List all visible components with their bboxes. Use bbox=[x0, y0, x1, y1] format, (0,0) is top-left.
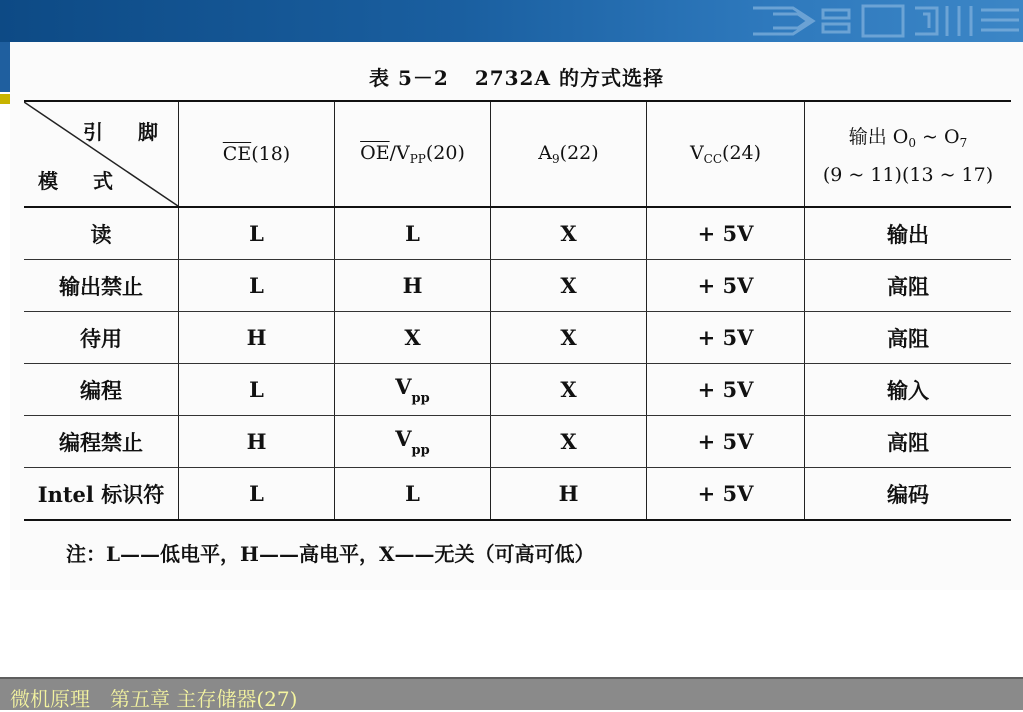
cell-mode: 读 bbox=[24, 207, 179, 260]
cell-a9: X bbox=[491, 207, 647, 260]
cell-oe: L bbox=[335, 468, 491, 521]
cell-ce: L bbox=[179, 468, 335, 521]
cell-a9: X bbox=[491, 260, 647, 312]
left-accent-mark bbox=[0, 94, 10, 104]
table-caption: 2732A 的方式选择 bbox=[474, 66, 664, 90]
header-output: 输出 $O_0$ ~ $O_7$ (9 ~ 11)(13 ~ 17) bbox=[805, 101, 1012, 207]
scanned-table-image bbox=[10, 42, 1023, 590]
cell-ce: H bbox=[179, 312, 335, 364]
cell-vcc: + 5V bbox=[647, 260, 805, 312]
header-a9: $A_9(22)$ bbox=[491, 101, 647, 207]
cell-ce: H bbox=[179, 416, 335, 468]
cell-output: 高阻 bbox=[805, 260, 1012, 312]
cell-ce: L bbox=[179, 207, 335, 260]
header-oe-vpp: $\overline{OE}/V_{PP}(20)$ bbox=[335, 101, 491, 207]
cell-mode: Intel 标识符 bbox=[24, 468, 179, 521]
corner-cell bbox=[24, 101, 179, 207]
cell-vcc: + 5V bbox=[647, 312, 805, 364]
cell-mode: 输出禁止 bbox=[24, 260, 179, 312]
cell-output: 高阻 bbox=[805, 312, 1012, 364]
cell-a9: X bbox=[491, 364, 647, 416]
table-header-row bbox=[24, 101, 1011, 207]
table-row bbox=[24, 207, 1011, 260]
table-row bbox=[24, 260, 1011, 312]
cell-output: 编码 bbox=[805, 468, 1012, 521]
header-vcc: $V_{CC}(24)$ bbox=[647, 101, 805, 207]
table-row bbox=[24, 312, 1011, 364]
corner-mode-label: 模 式 bbox=[38, 169, 127, 193]
cell-vcc: + 5V bbox=[647, 416, 805, 468]
top-banner bbox=[0, 0, 1023, 42]
circuit-decoration-icon bbox=[723, 0, 1023, 42]
cell-ce: L bbox=[179, 364, 335, 416]
cell-oe: X bbox=[335, 312, 491, 364]
table-row bbox=[24, 364, 1011, 416]
cell-output: 高阻 bbox=[805, 416, 1012, 468]
cell-oe: $V_{pp}$ bbox=[335, 364, 491, 416]
mode-selection-table bbox=[24, 100, 1011, 521]
cell-mode: 待用 bbox=[24, 312, 179, 364]
cell-mode: 编程禁止 bbox=[24, 416, 179, 468]
cell-ce: L bbox=[179, 260, 335, 312]
cell-vcc: + 5V bbox=[647, 364, 805, 416]
cell-vcc: + 5V bbox=[647, 468, 805, 521]
table-title bbox=[10, 62, 1023, 91]
cell-output: 输出 bbox=[805, 207, 1012, 260]
cell-a9: X bbox=[491, 312, 647, 364]
table-note: 注：L——低电平，H——高电平，X——无关（可高可低） bbox=[66, 542, 595, 566]
cell-a9: H bbox=[491, 468, 647, 521]
cell-mode: 编程 bbox=[24, 364, 179, 416]
table-number: 表 5－2 bbox=[369, 66, 449, 90]
left-accent-bar bbox=[0, 42, 10, 92]
cell-oe: L bbox=[335, 207, 491, 260]
table-row bbox=[24, 468, 1011, 521]
cell-vcc: + 5V bbox=[647, 207, 805, 260]
footer-bar bbox=[0, 677, 1023, 710]
table-row bbox=[24, 416, 1011, 468]
corner-pin-label: 引 脚 bbox=[83, 120, 172, 144]
header-ce: $\overline{CE}(18)$ bbox=[179, 101, 335, 207]
cell-oe: H bbox=[335, 260, 491, 312]
cell-output: 输入 bbox=[805, 364, 1012, 416]
cell-oe: $V_{pp}$ bbox=[335, 416, 491, 468]
cell-a9: X bbox=[491, 416, 647, 468]
footer-text: 微机原理 第五章 主存储器(27) bbox=[10, 687, 298, 711]
